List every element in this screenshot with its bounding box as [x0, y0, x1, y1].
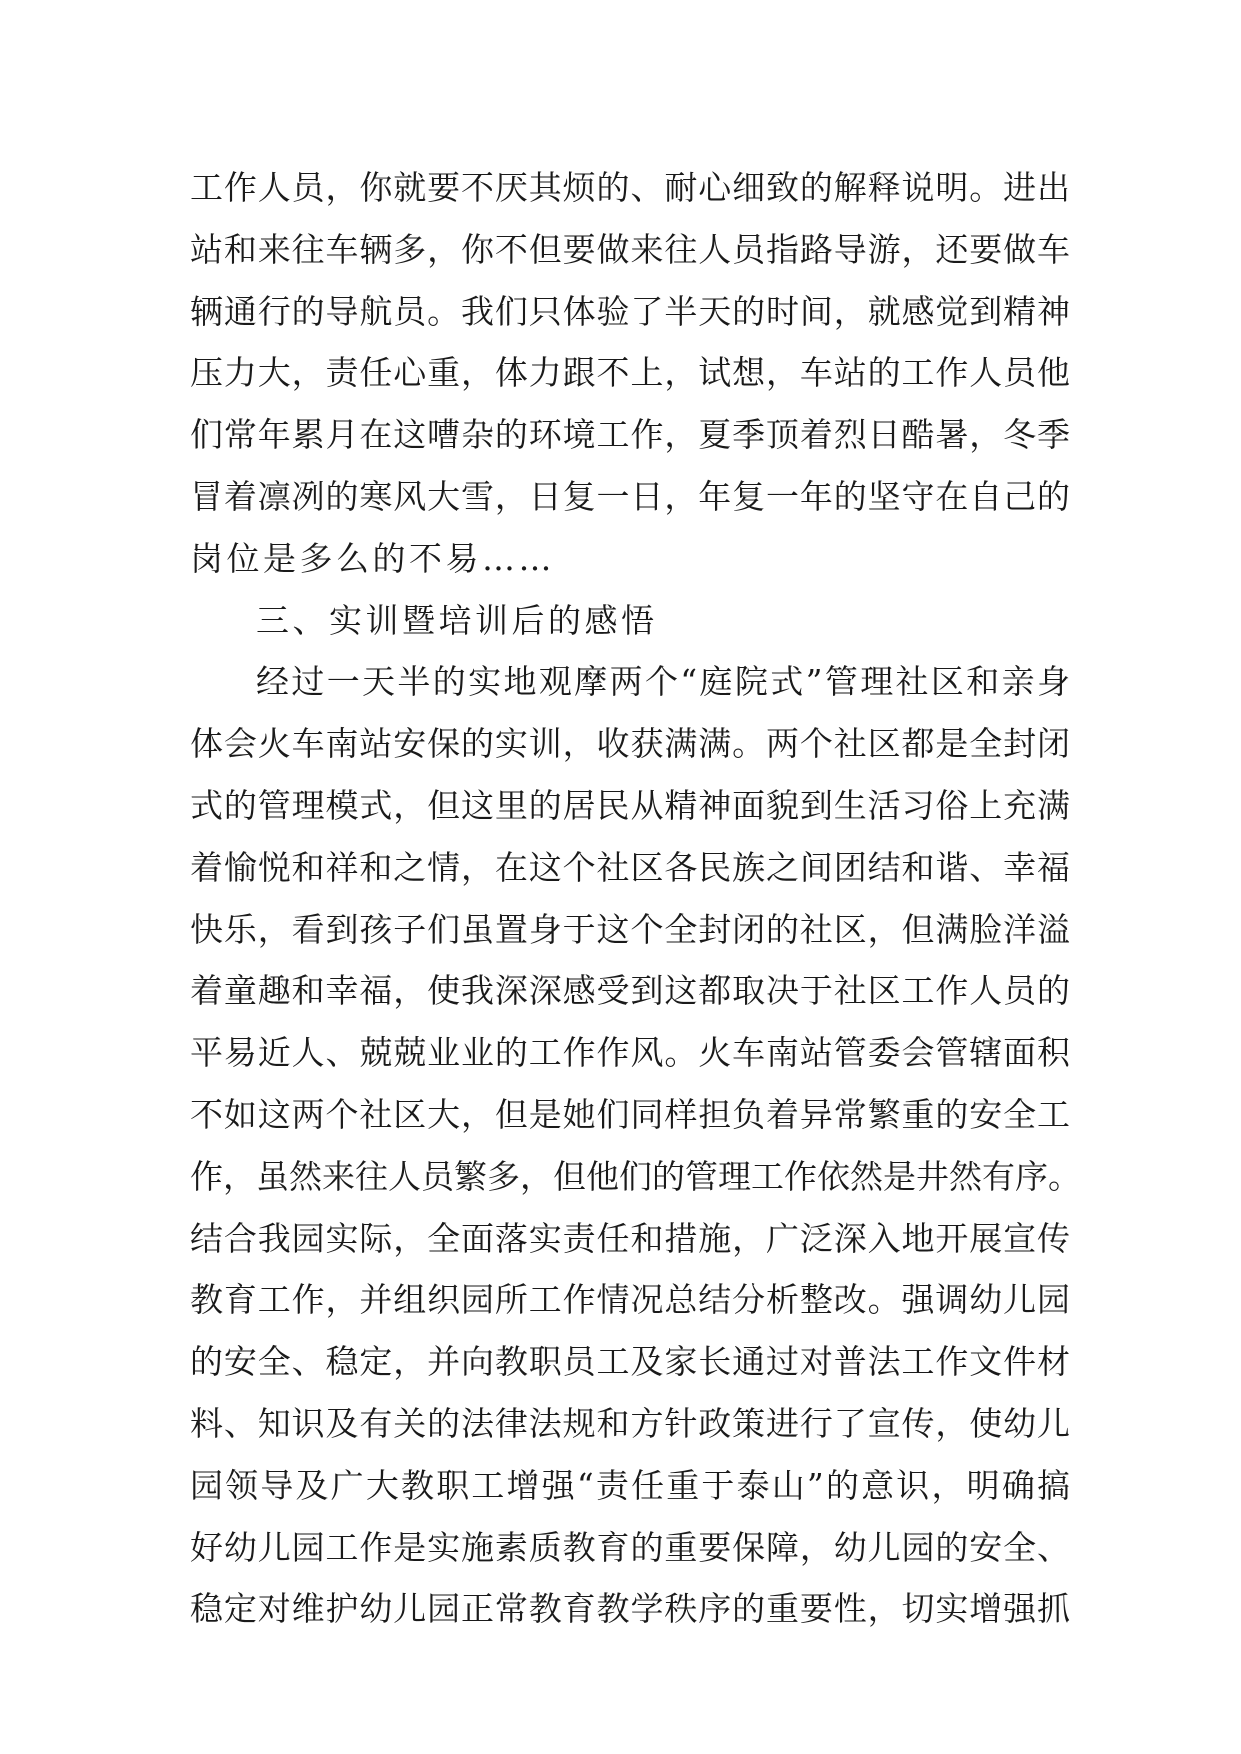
text-line: 好幼儿园工作是实施素质教育的重要保障，幼儿园的安全、 — [190, 1527, 1070, 1567]
text-line: 压力大，责任心重，体力跟不上，试想，车站的工作人员他 — [190, 353, 1070, 393]
text-line: 不如这两个社区大，但是她们同样担负着异常繁重的安全工 — [190, 1094, 1070, 1134]
text-line: 作，虽然来往人员繁多，但他们的管理工作依然是井然有序。 — [190, 1156, 1081, 1196]
text-line: 稳定对维护幼儿园正常教育教学秩序的重要性，切实增强抓 — [190, 1589, 1070, 1629]
text-line: 平易近人、兢兢业业的工作作风。火车南站管委会管辖面积 — [190, 1033, 1070, 1073]
text-line: 式的管理模式，但这里的居民从精神面貌到生活习俗上充满 — [190, 785, 1070, 825]
text-line: 结合我园实际，全面落实责任和措施，广泛深入地开展宣传 — [190, 1218, 1070, 1258]
text-line: 冒着凛冽的寒风大雪，日复一日，年复一年的坚守在自己的 — [190, 476, 1070, 516]
document-body — [190, 157, 1081, 1640]
text-line: 料、知识及有关的法律法规和方针政策进行了宣传，使幼儿 — [190, 1403, 1070, 1443]
text-line: 教育工作，并组织园所工作情况总结分析整改。强调幼儿园 — [190, 1280, 1070, 1320]
text-line: 快乐，看到孩子们虽置身于这个全封闭的社区，但满脸洋溢 — [190, 909, 1070, 949]
text-line: 辆通行的导航员。我们只体验了半天的时间，就感觉到精神 — [190, 291, 1070, 331]
text-line: 工作人员，你就要不厌其烦的、耐心细致的解释说明。进出 — [190, 168, 1070, 207]
text-line: 经过一天半的实地观摩两个“庭院式”管理社区和亲身 — [256, 662, 1070, 702]
text-line: 体会火车南站安保的实训，收获满满。两个社区都是全封闭 — [190, 724, 1070, 764]
text-line: 的安全、稳定，并向教职员工及家长通过对普法工作文件材 — [190, 1342, 1070, 1382]
text-line: 园领导及广大教职工增强“责任重于泰山”的意识，明确搞 — [190, 1465, 1070, 1505]
text-line: 着童趣和幸福，使我深深感受到这都取决于社区工作人员的 — [190, 971, 1070, 1011]
text-line: 着愉悦和祥和之情，在这个社区各民族之间团结和谐、幸福 — [190, 847, 1070, 887]
text-line: 岗位是多么的不易…… — [190, 538, 555, 578]
text-line: 三、实训暨培训后的感悟 — [256, 600, 658, 640]
text-line: 们常年累月在这嘈杂的环境工作，夏季顶着烈日酷暑，冬季 — [190, 415, 1070, 455]
text-line: 站和来往车辆多，你不但要做来往人员指路导游，还要做车 — [190, 229, 1070, 269]
